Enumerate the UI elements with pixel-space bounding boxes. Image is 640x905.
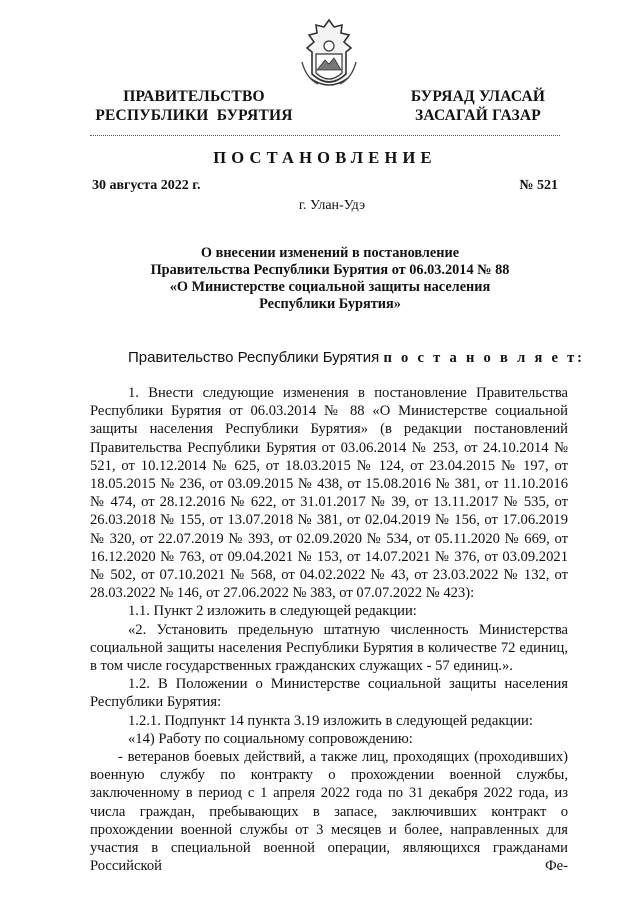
government-name-russian xyxy=(94,87,294,125)
paragraph-1: 1. Внести следующие изменения в постановление Правительства Республики Бурятия от 06.03.2014 № 88 «О Министерстве социальной защиты населения Республики Бурятия» (в редакции постановлений Правительства Республики Бурятия от 03.06.2014 № 253, от 24.10.2014 № 521, от 10.12.2014 № 625, от 18.03.2015 № 124, от 23.04.2015 № 197, от 18.05.2015 № 236, от 03.09.2015 № 438, от 15.08.2016 № 381, от 11.10.2016 № 474, от 28.12.2016 № 622, от 31.01.2017 № 39, от 13.11.2017 № 535, от 26.03.2018 № 155, от 13.07.2018 № 381, от 02.04.2019 № 156, от 17.06.2019 № 320, от 22.07.2019 № 393, от 02.09.2020 № 534, от 05.11.2020 № 669, от 16.12.2020 № 763, от 09.04.2021 № 153, от 14.07.2021 № 376, от 03.09.2021 № 502, от 07.10.2021 № 568, от 04.02.2022 № 43, от 23.03.2022 № 132, от 28.03.2022 № 146, от 27.06.2022 № 383, от 07.07.2022 № 423): xyxy=(90,385,568,602)
coat-of-arms-emblem xyxy=(296,18,362,92)
paragraph-1-2-1: 1.2.1. Подпункт 14 пункта 3.19 изложить в следующей редакции: xyxy=(128,712,533,729)
preamble-resolves: п о с т а н о в л я е т: xyxy=(383,350,585,366)
government-name-buryat xyxy=(398,87,558,125)
subject-line3: «О Министерстве социальной защиты населения xyxy=(169,279,491,295)
paragraph-subitem-14: «14) Работу по социальному сопровождению: xyxy=(128,730,413,747)
header-separator xyxy=(90,135,560,136)
subject-line4: Республики Бурятия» xyxy=(259,296,401,312)
subject-line2: Правительства Республики Бурятия от 06.03.2014 № 88 xyxy=(150,262,510,278)
subject-line1: О внесении изменений в постановление xyxy=(200,245,460,261)
document-body xyxy=(90,384,568,875)
document-date: 30 августа 2022 г. xyxy=(92,178,201,193)
header-right-line1: БУРЯАД УЛАСАЙ xyxy=(410,88,546,105)
document-city: г. Улан-Удэ xyxy=(298,198,366,213)
paragraph-1-1-text: «2. Установить предельную штатную численность Министерства социальной защиты населения Республики Бурятия в количестве 72 единиц, в том числе государственных гражданских служащих - 57 единиц.». xyxy=(90,621,568,675)
paragraph-veterans: - ветеранов боевых действий, а также лиц, проходящих (проходивших) военную службу по контракту о прохождении военной службы, заключенному в период с 1 апреля 2022 года по 31 декабря 2022 года, из числа граждан, пребывающих в запасе, заключивших контракт о прохождении военной службы от 3 месяцев и более, направленных для участия в специальной военной операции, являющихся гражданами Российской Фе- xyxy=(90,749,568,875)
paragraph-1-2: 1.2. В Положении о Министерстве социальной защиты населения Республики Бурятия: xyxy=(90,676,568,711)
paragraph-1-1: 1.1. Пункт 2 изложить в следующей редакции: xyxy=(128,603,417,620)
document-subject xyxy=(120,245,540,313)
header-right-line2: ЗАСАГАЙ ГАЗАР xyxy=(415,107,541,124)
header-left-line1: ПРАВИТЕЛЬСТВО xyxy=(123,88,265,105)
header-left-line2: РЕСПУБЛИКИ БУРЯТИЯ xyxy=(95,107,293,124)
preamble-text: Правительство Республики Бурятия xyxy=(128,349,384,366)
document-number: № 521 xyxy=(519,178,558,193)
preamble xyxy=(128,349,585,367)
document-type-title: ПОСТАНОВЛЕНИЕ xyxy=(213,148,437,167)
